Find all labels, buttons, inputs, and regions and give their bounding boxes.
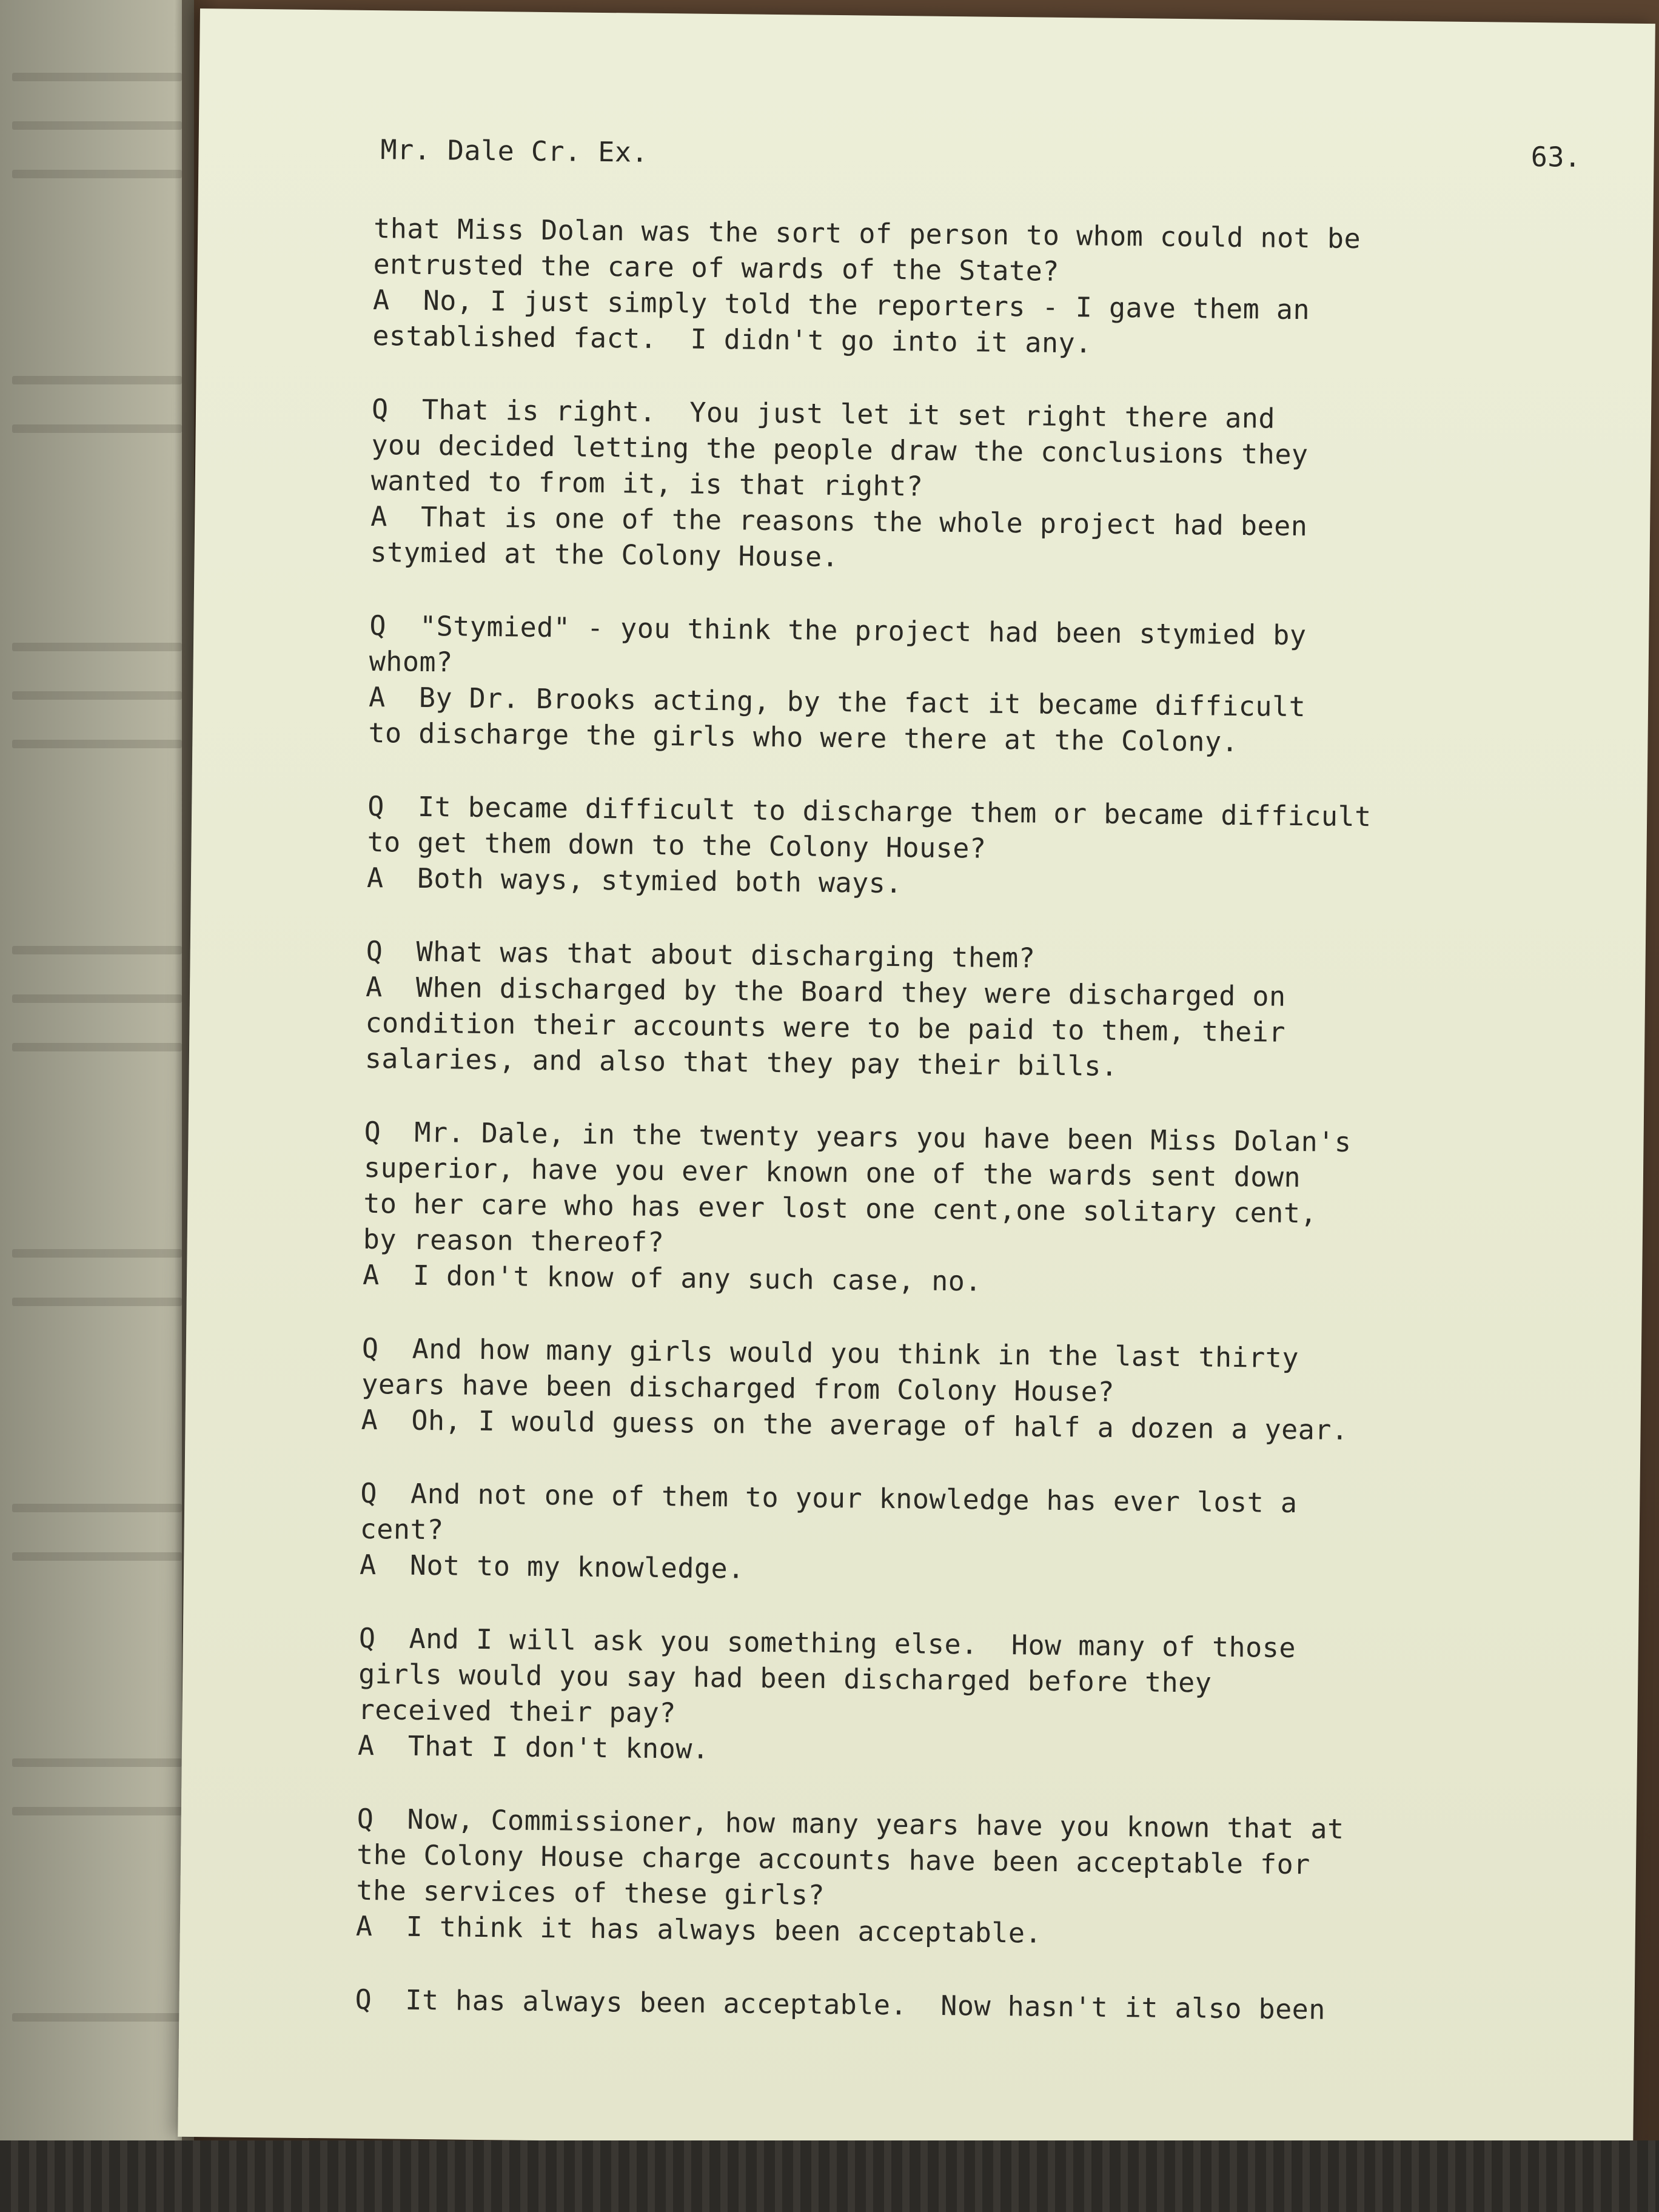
transcript-line: A Not to my knowledge. — [359, 1548, 745, 1585]
transcript-paragraph — [368, 608, 1576, 763]
header-title: Mr. Dale Cr. Ex. — [380, 133, 649, 169]
transcript-paragraph — [358, 1620, 1566, 1776]
transcript-line: A I don't know of any such case, no. — [362, 1258, 982, 1298]
transcript-paragraph — [360, 1475, 1567, 1595]
transcript-line: A Oh, I would guess on the average of half a dozen a year. — [361, 1403, 1349, 1446]
transcript-line: Q And I will ask you something else. How many of those — [358, 1621, 1296, 1664]
transcript-line: Q It has always been acceptable. Now hasn't it also been — [355, 1983, 1326, 2026]
transcript-paragraph — [363, 1114, 1571, 1305]
transcript-line: A By Dr. Brooks acting, by the fact it became difficult — [368, 680, 1306, 723]
transcript-line: Q That is right. You just let it set right there and — [371, 393, 1276, 435]
transcript-line: you decided letting the people draw the conclusions they — [371, 428, 1309, 471]
document-page — [178, 8, 1655, 2152]
transcript-line: whom? — [369, 645, 453, 679]
transcript-line: salaries, and also that they pay their bills. — [364, 1042, 1118, 1082]
transcript-body — [355, 210, 1580, 2030]
transcript-line: cent? — [360, 1512, 444, 1546]
transcript-line: girls would you say had been discharged before they — [358, 1657, 1212, 1699]
transcript-line: stymied at the Colony House. — [370, 535, 839, 574]
transcript-line: that Miss Dolan was the sort of person to whom could not be — [373, 212, 1361, 255]
transcript-line: Q Mr. Dale, in the twenty years you have been Miss Dolan's — [364, 1115, 1352, 1158]
transcript-line: the Colony House charge accounts have been acceptable for — [356, 1838, 1311, 1881]
transcript-paragraph — [370, 391, 1578, 583]
transcript-line: by reason thereof? — [363, 1222, 665, 1259]
transcript-line: Q It became difficult to discharge them or became difficult — [367, 789, 1372, 833]
transcript-paragraph — [372, 210, 1580, 366]
transcript-line: established fact. I didn't go into it any. — [372, 320, 1093, 360]
transcript-line: received their pay? — [358, 1693, 677, 1729]
page-content — [355, 132, 1581, 2068]
page-number: 63. — [1530, 140, 1581, 173]
transcript-paragraph — [367, 788, 1575, 908]
transcript-line: Q "Stymied" - you think the project had been stymied by — [369, 609, 1307, 652]
transcript-line: Q What was that about discharging them? — [366, 934, 1036, 974]
page-header — [374, 132, 1581, 193]
transcript-line: Q And not one of them to your knowledge has ever lost a — [360, 1476, 1298, 1520]
transcript-paragraph — [365, 933, 1573, 1089]
transcript-line: to her care who has ever lost one cent,one solitary cent, — [363, 1187, 1318, 1230]
transcript-line: to discharge the girls who were there at the Colony. — [368, 716, 1239, 758]
transcript-line: A That I don't know. — [357, 1729, 709, 1765]
transcript-line: the services of these girls? — [356, 1874, 825, 1911]
transcript-line: entrusted the care of wards of the State? — [373, 248, 1060, 287]
transcript-paragraph — [356, 1801, 1564, 1957]
transcript-line: condition their accounts were to be paid to them, their — [365, 1006, 1286, 1048]
transcript-line: superior, have you ever known one of the wards sent down — [363, 1151, 1301, 1194]
transcript-line: A Both ways, stymied both ways. — [366, 861, 903, 900]
transcript-line: Q And how many girls would you think in the last thirty — [361, 1332, 1299, 1375]
transcript-line: A When discharged by the Board they were discharged on — [365, 970, 1286, 1013]
transcript-paragraph — [361, 1330, 1569, 1450]
transcript-line: Q Now, Commissioner, how many years have you known that at — [357, 1802, 1344, 1845]
desk-surface — [0, 2140, 1659, 2212]
left-facing-page — [0, 0, 194, 2212]
transcript-line: to get them down to the Colony House? — [367, 825, 987, 865]
transcript-line: A I think it has always been acceptable. — [355, 1909, 1042, 1949]
transcript-line: A That is one of the reasons the whole project had been — [370, 500, 1308, 543]
transcript-line: years have been discharged from Colony House? — [361, 1367, 1115, 1408]
transcript-line: wanted to from it, is that right? — [370, 464, 923, 503]
transcript-line: A No, I just simply told the reporters - I gave them an — [372, 284, 1310, 326]
transcript-paragraph — [355, 1982, 1562, 2030]
